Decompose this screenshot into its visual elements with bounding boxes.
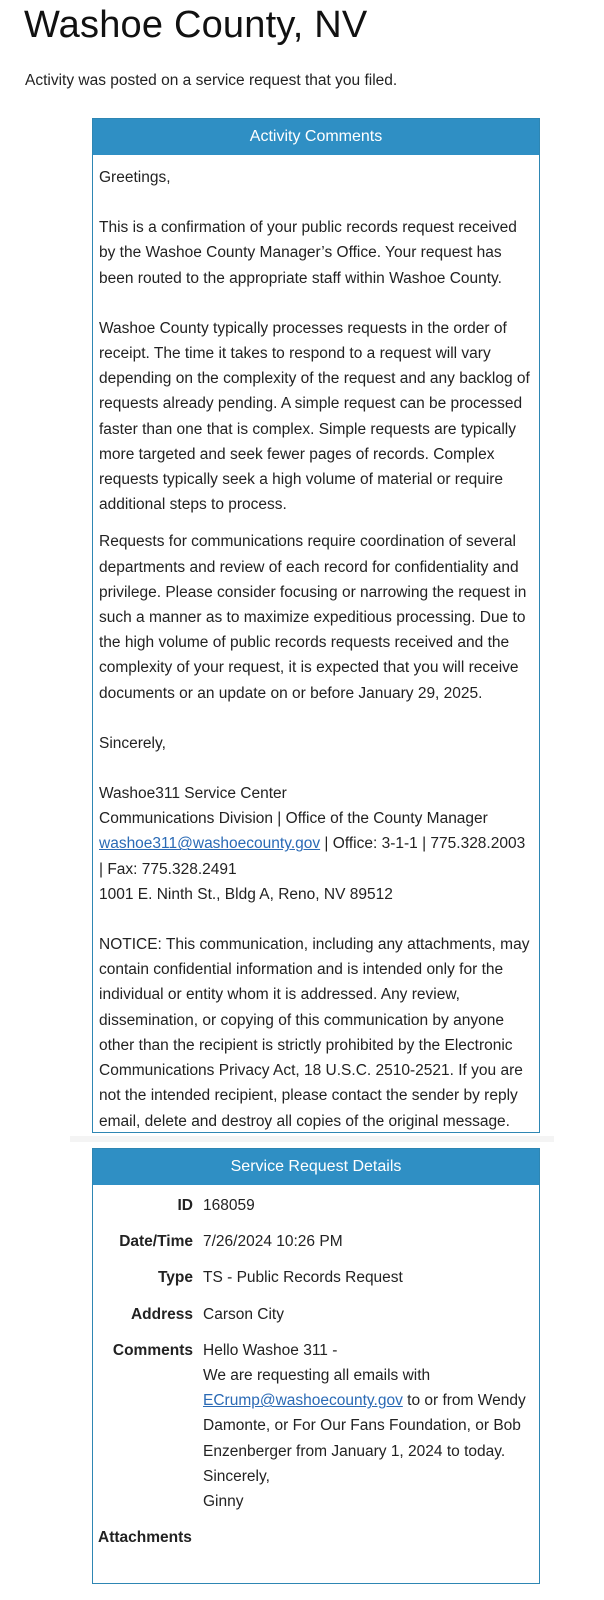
greeting: Greetings, (99, 169, 171, 186)
comments-value (193, 1338, 529, 1514)
attachments-value (193, 1525, 529, 1550)
details-table (93, 1185, 539, 1550)
detail-row-datetime (93, 1229, 539, 1254)
detail-row-attachments (93, 1525, 539, 1550)
page-title: Washoe County, NV (24, 4, 368, 46)
signature-contact (99, 831, 533, 881)
type-value: TS - Public Records Request (203, 1269, 403, 1287)
comments-line-2: We are requesting all emails with (203, 1367, 431, 1385)
activity-comments-body (93, 155, 539, 1134)
service-request-details-header: Service Request Details (93, 1149, 539, 1185)
attachments-label: Attachments (98, 1529, 192, 1547)
comments-line-5: Ginny (203, 1493, 244, 1511)
datetime-value: 7/26/2024 10:26 PM (203, 1233, 343, 1251)
processing-paragraph: Washoe County typically processes requests in the order of receipt. The time it takes to respond to a request will vary depending on the complexity of the request and any backlog of requests already pending. A simple request can be processed faster than one that is complex. Simple requests are typically more targeted and seek fewer pages of records. Complex requests typically seek a high volume of material or require additional steps to process. (99, 319, 530, 514)
address-label: Address (130, 1305, 193, 1323)
id-label: ID (177, 1197, 193, 1214)
detail-row-comments (93, 1338, 539, 1514)
activity-comments-panel (92, 118, 540, 1133)
comments-line-3-text: to or from Wendy Damonte, or For Our Fans Foundation, or Bob Enzenberger from January 1, 2024 to today. (203, 1392, 526, 1460)
detail-row-type (93, 1265, 539, 1290)
type-label: Type (157, 1269, 193, 1287)
comments-line-4: Sincerely, (203, 1467, 270, 1485)
communications-paragraph: Requests for communications require coordination of several departments and review of each record for confidentiality and privilege. Please consider focusing or narrowing the request in such a manner as to maximize expeditious processing. Due to the high volume of public records requests received and the complexity of your request, it is expected that you will receive documents or an update on or before January 29, 2025. (99, 533, 527, 702)
comments-label: Comments (112, 1341, 193, 1359)
signature-division: Communications Division | Office of the County Manager (99, 810, 488, 828)
id-value: 168059 (203, 1197, 255, 1214)
comments-email-link[interactable]: ECrump@washoecounty.gov (203, 1392, 403, 1410)
confirmation-paragraph: This is a confirmation of your public records request received by the Washoe County Manager’s Office. Your request has been routed to the appropriate staff within Washoe County. (99, 219, 517, 287)
detail-row-address (93, 1302, 539, 1327)
datetime-label: Date/Time (119, 1233, 193, 1251)
closing: Sincerely, (99, 734, 166, 752)
activity-comments-header: Activity Comments (93, 119, 539, 155)
signature-address: 1001 E. Ninth St., Bldg A, Reno, NV 89512 (99, 885, 393, 903)
service-request-details-panel (92, 1148, 540, 1584)
detail-row-id (93, 1193, 539, 1218)
intro-text: Activity was posted on a service request that you filed. (25, 72, 398, 89)
signature-phones: | Office: 3-1-1 | 775.328.2003 | Fax: 775.328.2491 (99, 835, 526, 878)
comments-line-3 (203, 1388, 529, 1464)
notice-paragraph: NOTICE: This communication, including any attachments, may contain confidential information and is intended only for the individual or entity whom it is addressed. Any review, dissemination, or copying of this communication by anyone other than the recipient is strictly prohibited by the Electronic Communications Privacy Act, 18 U.S.C. 2510-2521. If you are not the intended recipient, please contact the sender by reply email, delete and destroy all copies of the original message. (99, 936, 530, 1130)
signature-email-link[interactable]: washoe311@washoecounty.gov (99, 835, 321, 853)
signature-name: Washoe311 Service Center (99, 785, 287, 803)
section-divider (70, 1136, 554, 1142)
comments-line-1: Hello Washoe 311 - (203, 1341, 338, 1359)
address-value: Carson City (203, 1305, 284, 1323)
